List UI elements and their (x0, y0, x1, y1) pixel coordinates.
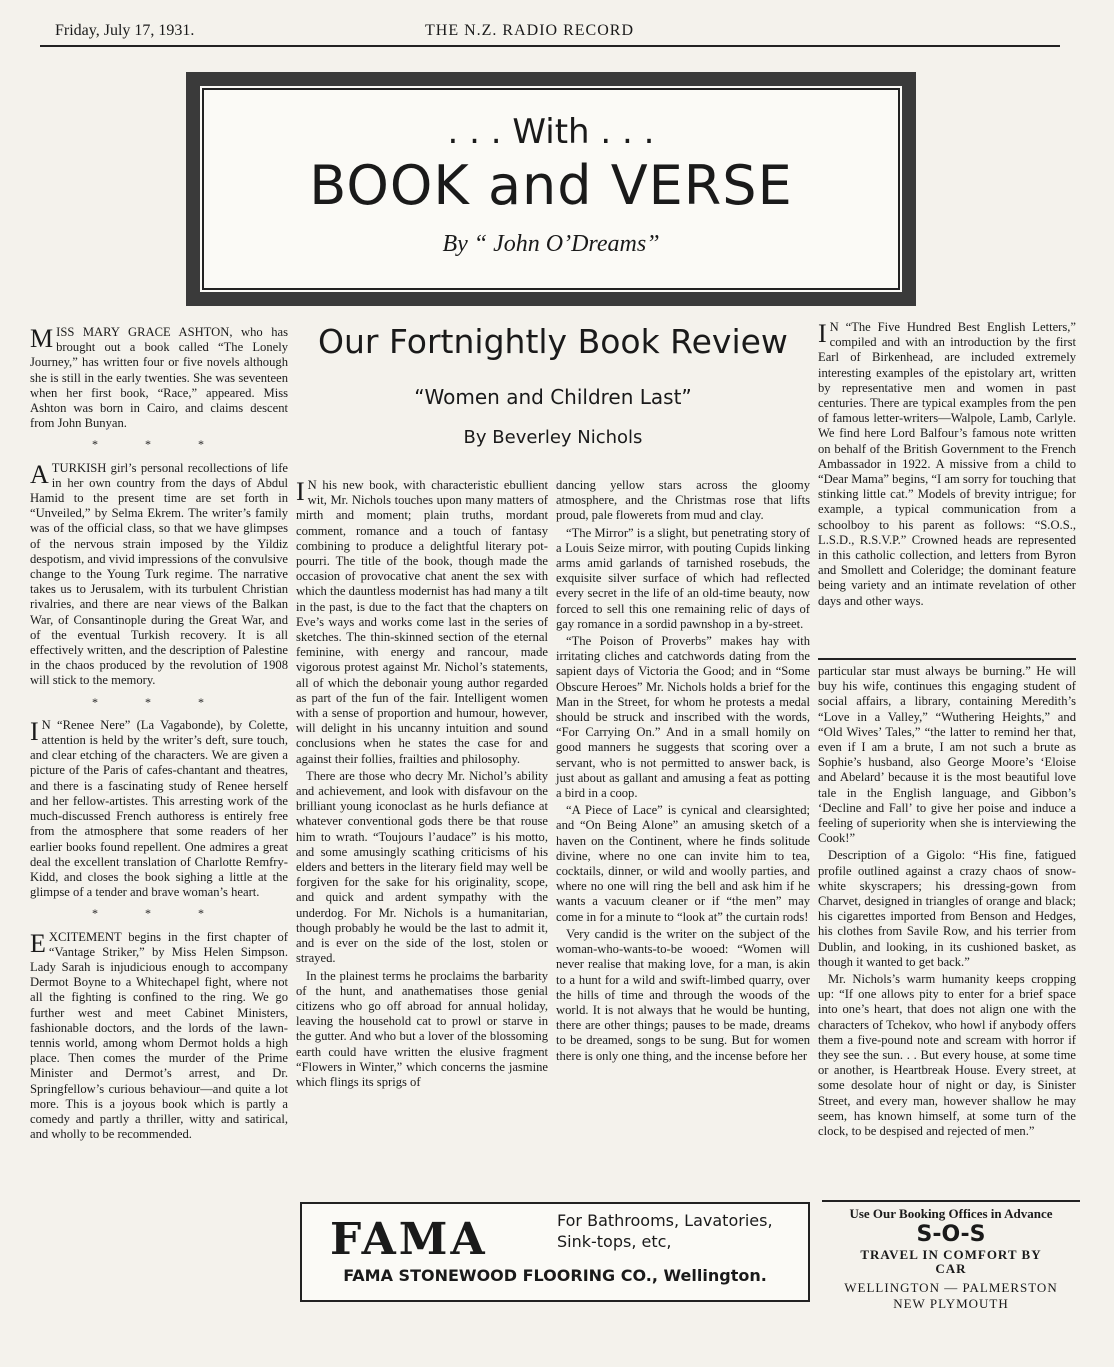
paragraph-text: N “The Five Hundred Best English Letters,” compiled and with an introduction by the first Earl of Birkenhead, are included extremely interesting examples of the epistolary art, written by representative men and women in past centuries. There are typical examples from the pen of famous letter-writers—Walpole, Lamb, Carlyle. We find here Lord Balfour’s famous note written on behalf of the British Government to the French Ambassador in 1922. A missive from a child to “Dear Mama” begins, “I am sorry for touching that stinking little cat.” Models of brevity intrigue; for example, a typical communication from a schoolboy to his parent as follows: “S.O.S., L.S.D., R.S.V.P.” Crowned heads are represented in this catholic collection, and letters from Byron and Smollett and Coleridge; the dominant feature being variety and an intimate revelation of other days and other ways. (818, 320, 1076, 608)
book-title: “Women and Children Last” (414, 385, 692, 409)
column-3 (556, 478, 810, 1066)
paragraph: In the plainest terms he proclaims the barbarity of the hunt, and anathematises those genial citizens who go off abroad for annual holiday, leaving the household cat to prowl or starve in the gutter. And who but a lover of the blossoming earth could have written the elusive fragment “Flowers in Winter,” which concerns the jasmine which flings its sprigs of (296, 968, 548, 1089)
sos-tagline: Use Our Booking Offices in Advance (822, 1200, 1080, 1222)
sos-route-2: NEW PLYMOUTH (893, 1296, 1009, 1311)
fama-advertisement (300, 1202, 810, 1302)
column-4 (818, 320, 1076, 611)
paragraph-text: N “Renee Nere” (La Vagabonde), by Colette, attention is held by the writer’s deft, sure touch, and clear etching of the characters. We are given a picture of the Paris of cafes-chantant and theatres, and there is a fascinating study of Renee herself and her fellow-artistes. This arresting work of the much-discussed French authoress is entirely free from the atmosphere that some readers of her earlier books found repellent. One admires a great deal the excellent translation of Charlotte Remfry-Kidd, and closes the book sighing a little at the glimpse of a tender and brave woman’s heart. (30, 717, 288, 900)
paragraph (30, 930, 288, 1143)
banner-byline: By “ John O’Dreams” (442, 231, 660, 257)
paragraph: Very candid is the writer on the subject of the woman-who-wants-to-be wooed: “Women will never realise that making love, for a man, is akin to a hunt for a wild and swift-limbed quarry, over the hills of time and through the woods of the world. It is not always that he would be hunting, there are other things; pauses to be made, dreams to be dreamed, songs to be sung. But for women there is only one thing, and the incense before her (556, 926, 810, 1063)
running-head (55, 22, 1055, 44)
paragraph-text: TURKISH girl’s personal recollections of life in her own country from the days of Abdul Hamid to the present time are set forth in “Unveiled,” by Selma Ekrem. The writer’s family was of the official class, so that we have glimpses of the nervous strain imposed by the Yildiz despotism, and vivid impressions of the convulsive change to the Young Turk regime. The narrative takes us to Jerusalem, with its turbulent Christian rivalries, and there are near views of the Balkan War, of Consantinople during the Great War, and of the eventual Turkish recovery. It is all effectively written, and the description of Palestine in the chaos produced by the revolution of 1908 will stick to the memory. (30, 460, 288, 688)
drop-cap: I (30, 716, 39, 746)
paragraph: “The Poison of Proverbs” makes hay with irritating cliches and catchwords dating from the sapient days of Victoria the Good; and in “Some Obscure Heroes” Mr. Nichols holds a brief for the Man in the Street, for whom he protests a medal should be struck and inscribed with the words, “For Carrying On.” And in a small homily on good manners he suggests that scoring over a servant, who is not permitted to answer back, is just about as gallant and amusing a feat as potting a bird in a coop. (556, 634, 810, 801)
paragraph (30, 718, 288, 900)
drop-cap: A (30, 459, 49, 489)
header-rule (40, 45, 1060, 47)
sos-slogan: TRAVEL IN COMFORT BY (860, 1247, 1042, 1262)
publication-title: THE N.Z. RADIO RECORD (425, 22, 634, 39)
issue-date: Friday, July 17, 1931. (55, 22, 195, 39)
sos-route: WELLINGTON — PALMERSTON (844, 1280, 1058, 1295)
column-4-continued (818, 664, 1076, 1141)
sos-advertisement (822, 1200, 1080, 1311)
paragraph: “The Mirror” is a slight, but penetrating story of a Louis Seize mirror, with pouting Cupids linking arms amid garlands of tarnished rosebuds, the exquisite silver surface of which had reflected every secret in the life of an old-time beauty, now forced to sell this one remaining relic of days of gay romance in a sordid pawnshop in a by-street. (556, 525, 810, 631)
paragraph (30, 325, 288, 431)
drop-cap: M (30, 324, 54, 353)
sos-slogan-2: CAR (935, 1261, 967, 1276)
section-banner (186, 72, 916, 306)
section-divider: * * * (92, 437, 226, 452)
fama-uses-line: For Bathrooms, Lavatories, (557, 1211, 773, 1230)
paragraph-text: ISS MARY GRACE ASHTON, who has brought out a book called “The Lonely Journey,” has written four or five novels although she is still in the early twenties. She was seventeen when her first book, “Race,” appeared. Miss Ashton was born in Cairo, and claims descent from John Bunyan. (30, 325, 288, 431)
review-headline (296, 318, 810, 448)
banner-with: . . . With . . . (447, 112, 655, 152)
paragraph-text: XCITEMENT begins in the first chapter of “Vantage Striker,” by Miss Helen Simpson. Lady Sarah is injudicious enough to accompany Dermot Boyne to a Whitechapel fight, where not all the fighting is confined to the ring. We go further west and meet Cabinet Ministers, fashionable doctors, and the lords of the lawn-tennis world, among whom Dermot holds a high place. Then comes the murder of the Prime Minister and Dermot’s arrest, and Dr. Springfellow’s curious behaviour—and quite a lot more. This is a joyous book which is partly a comedy and partly a thriller, witty and satirical, and wholly to be recommended. (30, 929, 288, 1142)
paragraph: Mr. Nichols’s warm humanity keeps cropping up: “If one allows pity to enter for a brief space into one’s heart, that does not align one with the characters of Tchekov, who howl if anybody offers them a five-pound note and scream with horror if they see the sun. . . But every house, at some time or another, is Heartbreak House. Every street, at some desolate hour of night or day, is Sinister Street, and every man, however shallow he may seem, has known himself, at some turn of the clock, to be despised and rejected of men.” (818, 972, 1076, 1139)
column-1 (30, 325, 288, 1144)
section-divider: * * * (92, 694, 226, 709)
fama-uses (557, 1210, 797, 1252)
paragraph: dancing yellow stars across the gloomy atmosphere, and the Christmas rose that lifts proud, pale flowerets from mud and clay. (556, 478, 810, 523)
paragraph: particular star must always be burning.” He will buy his wife, continues this engaging student of social affairs, a library, containing Meredith’s “Love in a Valley,” “Wuthering Heights,” and “Old Wives’ Tales,” “the latter to remind her that, even if I am a brute, I am not such a brute as Sophie’s husband, also George Moore’s ‘Eloise and Abelard’ because it is the most beautiful love tale in the English language, and Gibbon’s ‘Decline and Fall’ to give her poise and induce a feeling of superiority when she is interviewing the Cook!” (818, 664, 1076, 846)
column-rule (818, 658, 1076, 660)
column-2 (296, 478, 548, 1092)
banner-title: BOOK and VERSE (309, 154, 793, 217)
paragraph (818, 320, 1076, 609)
review-title: Our Fortnightly Book Review (318, 322, 788, 361)
fama-company: FAMA STONEWOOD FLOORING CO., Wellington. (343, 1266, 767, 1285)
paragraph-text: N his new book, with characteristic ebullient wit, Mr. Nichols touches upon many matters of mirth and moment; plain truths, mordant comment, romance and a touch of fantasy combining to produce a delightful literary pot-pourri. The title of the book, though made the occasion of provocative chat anent the sex with which the dauntless modernist has had many a tilt in the past, is due to the fact that the chapters on Eve’s ways and works come last in the series of sketches. The thin-skinned section of the eternal feminine, with energy and rancour, made vigorous protest against Mr. Nichol’s statements, all of which the debonair young author regarded as part of the fun of the fair. Intelligent women with a sense of proportion and humour, however, will delight in his uncanny intuition and sound conclusions when he states the case for and against their follies, frailties and philosophy. (296, 478, 548, 766)
fama-brand: FAMA (330, 1214, 488, 1265)
paragraph: “A Piece of Lace” is cynical and clearsighted; and “On Being Alone” an amusing sketch of a haven on the Continent, where he finds solitude divine, where no one can invite him to tea, cocktails, dinner, or wild and woolly parties, and where no one will ring the bell and ask him if he wants a vacuum cleaner or if “the men” may come in for a minute to “look at” the curtain rods! (556, 803, 810, 924)
fama-uses-line: Sink-tops, etc, (557, 1232, 672, 1251)
drop-cap: I (296, 477, 305, 506)
paragraph (30, 461, 288, 689)
drop-cap: E (30, 928, 46, 958)
book-author: By Beverley Nichols (463, 427, 643, 448)
paragraph: There are those who decry Mr. Nichol’s ability and achievement, and look with disfavour on the brilliant young iconoclast as he hurls defiance at whatever conventional gods there be that rouse him to wrath. “Toujours l’audace” is his motto, and some amusingly scathing criticisms of his elders and betters in the literary field may well be forgiven for the sake for his originality, scope, and quick and ardent sympathy with the underdog. For Mr. Nichols is a humanitarian, though probably he would be the last to admit it, and is ever on the side of the lost, stolen or strayed. (296, 768, 548, 966)
sos-brand: S-O-S (916, 1222, 986, 1247)
paragraph (296, 478, 548, 767)
drop-cap: I (818, 319, 827, 348)
paragraph: Description of a Gigolo: “His fine, fatigued profile outlined against a crazy chaos of snow-white skyscrapers; his dressing-gown from Charvet, designed in triangles of orange and black; his cigarettes imported from Benson and Hedges, his clothes from Savile Row, and his terrier from Dublin, and looking, in its cushioned basket, as though it wanted to get back.” (818, 848, 1076, 969)
section-divider: * * * (92, 906, 226, 921)
